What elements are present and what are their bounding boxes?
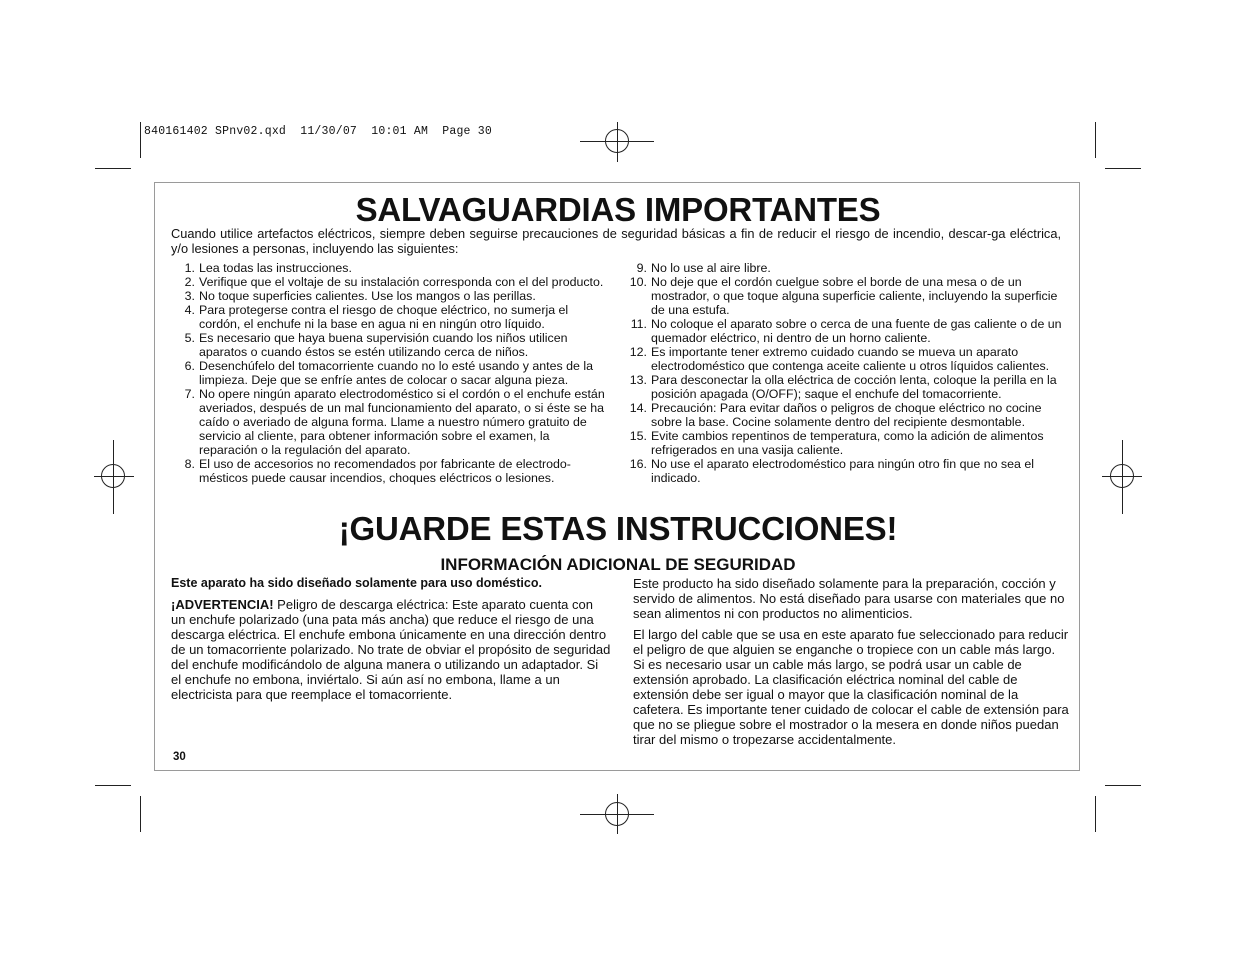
item-text: Evite cambios repentinos de temperatura, como la adición de alimentos refrigerados en una vasija caliente. <box>651 429 1044 457</box>
safeguard-item <box>169 289 609 303</box>
item-number: 8. <box>184 457 195 471</box>
item-text: Precaución: Para evitar daños o peligros de choque eléctrico no cocine sobre la base. Cocine solamente dentro del recipiente desmontable. <box>651 401 1042 429</box>
intro-text: Cuando utilice artefactos eléctricos, siempre deben seguirse precauciones de seguridad básicas a fin de reducir el riesgo de incendio, descar-ga eléctrica, y/o lesiones a personas, incluyendo las siguientes: <box>171 226 1061 256</box>
safeguard-item <box>621 401 1067 429</box>
safeguard-item <box>169 303 609 331</box>
safeguard-item <box>169 457 609 485</box>
item-number: 12. <box>629 345 647 359</box>
page-title: SALVAGUARDIAS IMPORTANTES <box>355 191 881 228</box>
safeguard-item <box>621 373 1067 401</box>
item-text: No toque superficies calientes. Use los mangos o las perillas. <box>199 289 536 303</box>
safeguard-item <box>621 317 1067 345</box>
safeguard-item <box>621 429 1067 457</box>
safeguard-item <box>169 275 609 289</box>
household-note: Este aparato ha sido diseñado solamente para uso doméstico. <box>171 576 542 590</box>
safeguard-item <box>621 345 1067 373</box>
safeguard-item <box>621 275 1067 317</box>
crop-mark-br-v <box>1095 796 1096 832</box>
item-text: Verifique que el voltaje de su instalación corresponda con el del producto. <box>199 275 604 289</box>
item-text: Para desconectar la olla eléctrica de cocción lenta, coloque la perilla en la posición apagada (O/OFF); saque el enchufe del tomacorriente. <box>651 373 1057 401</box>
crop-mark-bl-h <box>95 785 131 786</box>
item-number: 11. <box>630 317 647 331</box>
item-text: Es importante tener extremo cuidado cuando se mueva un aparato electrodoméstico que contenga aceite caliente u otros líquidos calientes. <box>651 345 1050 373</box>
safeguard-item <box>169 331 609 359</box>
item-number: 2. <box>184 275 195 289</box>
printer-slug: 840161402 SPnv02.qxd 11/30/07 10:01 AM Page 30 <box>144 125 492 138</box>
item-text: No use el aparato electrodoméstico para ningún otro fin que no sea el indicado. <box>651 457 1034 485</box>
item-text: El uso de accesorios no recomendados por fabricante de electrodo-mésticos puede causar incendios, choques eléctricos o lesiones. <box>199 457 571 485</box>
item-number: 13. <box>629 373 647 387</box>
item-text: No deje que el cordón cuelgue sobre el borde de una mesa o de un mostrador, o que toque alguna superficie caliente, incluyendo la superficie de una estufa. <box>651 275 1058 317</box>
additional-safety-heading: INFORMACIÓN ADICIONAL DE SEGURIDAD <box>440 555 796 574</box>
product-use-paragraph: Este producto ha sido diseñado solamente para la preparación, cocción y servido de alimentos. No está diseñado para usarse con materiales que no sean alimentos ni con productos no alimenticios. <box>633 576 1065 621</box>
safeguards-panel <box>154 182 1080 771</box>
item-text: Es necesario que haya buena supervisión cuando los niños utilicen aparatos o cuando éstos se estén utilizando cerca de niños. <box>199 331 568 359</box>
warning-label: ¡ADVERTENCIA! <box>171 597 274 612</box>
crop-mark-tr-h <box>1105 168 1141 169</box>
right-list <box>621 261 1067 485</box>
item-number: 7. <box>184 387 195 401</box>
item-text: Desenchúfelo del tomacorriente cuando no lo esté usando y antes de la limpieza. Deje que se enfríe antes de colocar o sacar alguna pieza. <box>199 359 594 387</box>
item-text: No lo use al aire libre. <box>651 261 771 275</box>
safeguard-item <box>621 457 1067 485</box>
item-number: 3. <box>184 289 195 303</box>
item-text: Lea todas las instrucciones. <box>199 261 352 275</box>
keep-instructions-heading: ¡GUARDE ESTAS INSTRUCCIONES! <box>338 510 898 547</box>
item-number: 4. <box>184 303 195 317</box>
cord-paragraph: El largo del cable que se usa en este aparato fue seleccionado para reducir el peligro de que alguien se enganche o tropiece con un cable más largo. Si es necesario usar un cable más largo, se podrá usar un cable de extensión aprobado. La clasificación eléctrica nominal del cable de extensión debe ser igual o mayor que la clasificación nominal de la cafetera. Es importante tener cuidado de colocar el cable de extensión para que no se pliegue sobre el mostrador o la mesera en donde niños puedan tirar del mismo o tropezarse accidentalmente. <box>633 627 1069 747</box>
item-number: 15. <box>629 429 647 443</box>
safeguard-item <box>169 359 609 387</box>
item-number: 14. <box>629 401 647 415</box>
right-info-column <box>633 576 1069 747</box>
item-number: 5. <box>184 331 195 345</box>
crop-mark-tr-v <box>1095 122 1096 158</box>
warning-paragraph <box>171 597 611 702</box>
left-list <box>169 261 609 485</box>
crop-mark-br-h <box>1105 785 1141 786</box>
safeguard-item <box>169 387 609 457</box>
item-text: No opere ningún aparato electrodoméstico si el cordón o el enchufe están averiados, después de un mal funcionamiento del aparato, o si éste se ha caído o averiado de alguna forma. Llame a nuestro número gratuito de servicio al cliente, para obtener información sobre el examen, la reparación o la regulación del aparato. <box>199 387 605 457</box>
item-number: 1. <box>184 261 195 275</box>
safeguard-item <box>621 261 1067 275</box>
crop-mark-tl-v <box>140 122 141 158</box>
safeguard-item <box>169 261 609 275</box>
left-info-column <box>171 576 611 702</box>
item-number: 9. <box>636 261 647 275</box>
crop-mark-bl-v <box>140 796 141 832</box>
item-text: No coloque el aparato sobre o cerca de una fuente de gas caliente o de un quemador eléctrico, ni dentro de un horno caliente. <box>651 317 1062 345</box>
item-text: Para protegerse contra el riesgo de choque eléctrico, no sumerja el cordón, el enchufe ni la base en agua ni en ningún otro líquido. <box>199 303 569 331</box>
item-number: 16. <box>629 457 647 471</box>
item-number: 6. <box>184 359 195 373</box>
item-number: 10. <box>629 275 647 289</box>
page-number: 30 <box>173 751 186 763</box>
crop-mark-tl-h <box>95 168 131 169</box>
warning-text: Peligro de descarga eléctrica: Este aparato cuenta con un enchufe polarizado (una pata más ancha) que reduce el riesgo de una descarga eléctrica. El enchufe embona únicamente en una dirección dentro de un tomacorriente polarizado. No trate de obviar el propósito de seguridad del enchufe modificándolo de alguna manera o utilizando un adaptador. Si el enchufe no embona, inviértalo. Si aún así no embona, llame a un electricista para que reemplace el tomacorriente. <box>171 597 611 702</box>
